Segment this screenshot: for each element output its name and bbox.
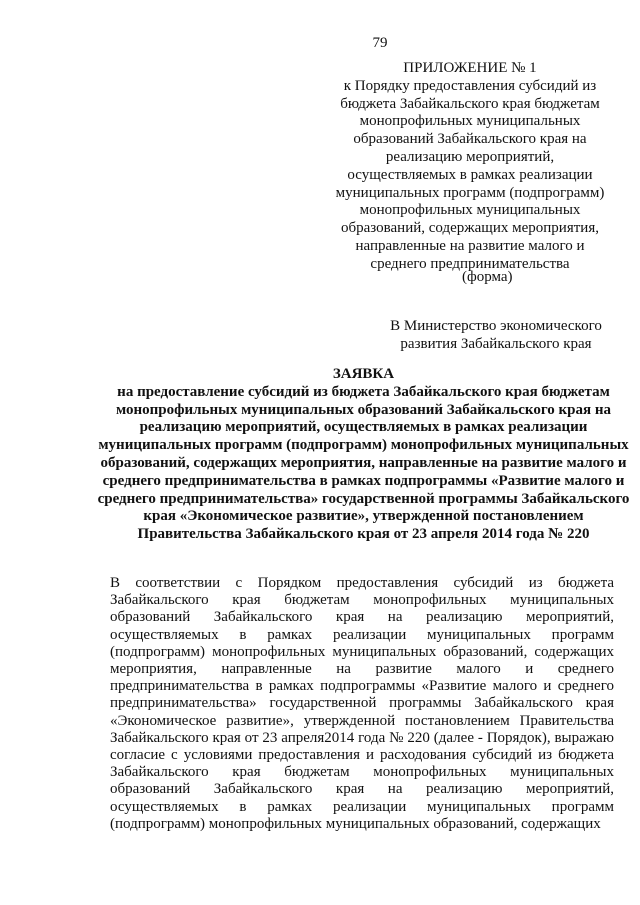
application-heading	[96, 366, 631, 544]
appendix-description: к Порядку предоставления субсидий из бюджета Забайкальского края бюджетам монопрофильных муниципальных образований Забайкальского края на реализацию мероприятий, осуществляемых в рамках реализации муниципальных программ (подпрограмм) монопрофильных муниципальных образований, содержащих мероприятия, направленные на развитие малого и среднего предпринимательства	[335, 77, 605, 272]
appendix-block	[330, 60, 610, 274]
application-subtitle: на предоставление субсидий из бюджета Забайкальского края бюджетам монопрофильных муниципальных образований Забайкальского края на реализацию мероприятий, осуществляемых в рамках реализации муниципальных программ (подпрограмм) монопрофильных муниципальных образований, содержащих мероприятия, направленные на развитие малого и среднего предпринимательства в рамках подпрограммы «Развитие малого и среднего предпринимательства» государственной программы Забайкальского края «Экономическое развитие», утвержденной постановлением Правительства Забайкальского края от 23 апреля 2014 года № 220	[97, 383, 630, 543]
body-paragraph: В соответствии с Порядком предоставления субсидий из бюджета Забайкальского края бюджетам монопрофильных муниципальных образований Забайкальского края на реализацию мероприятий, осуществляемых в рамках реализации муниципальных программ (подпрограмм) монопрофильных муниципальных образований, содержащих мероприятия, направленные на развитие малого и среднего предпринимательства в рамках подпрограммы «Развитие малого и среднего предпринимательства» государственной программы Забайкальского края «Экономическое развитие», утвержденной постановлением Правительства Забайкальского края от 23 апреля2014 года № 220 (далее - Порядок), выражаю согласие с условиями предоставления и расходования субсидий из бюджета Забайкальского края бюджетам монопрофильных муниципальных образований Забайкальского края на реализацию мероприятий, осуществляемых в рамках реализации муниципальных программ (подпрограмм) монопрофильных муниципальных образований, содержащих	[110, 575, 614, 832]
addressee: В Министерство экономического развития Забайкальского края	[390, 318, 602, 352]
page-number: 79	[372, 35, 388, 51]
appendix-title: ПРИЛОЖЕНИЕ № 1	[403, 60, 537, 76]
form-note: (форма)	[462, 269, 513, 285]
application-title: ЗАЯВКА	[332, 366, 395, 382]
